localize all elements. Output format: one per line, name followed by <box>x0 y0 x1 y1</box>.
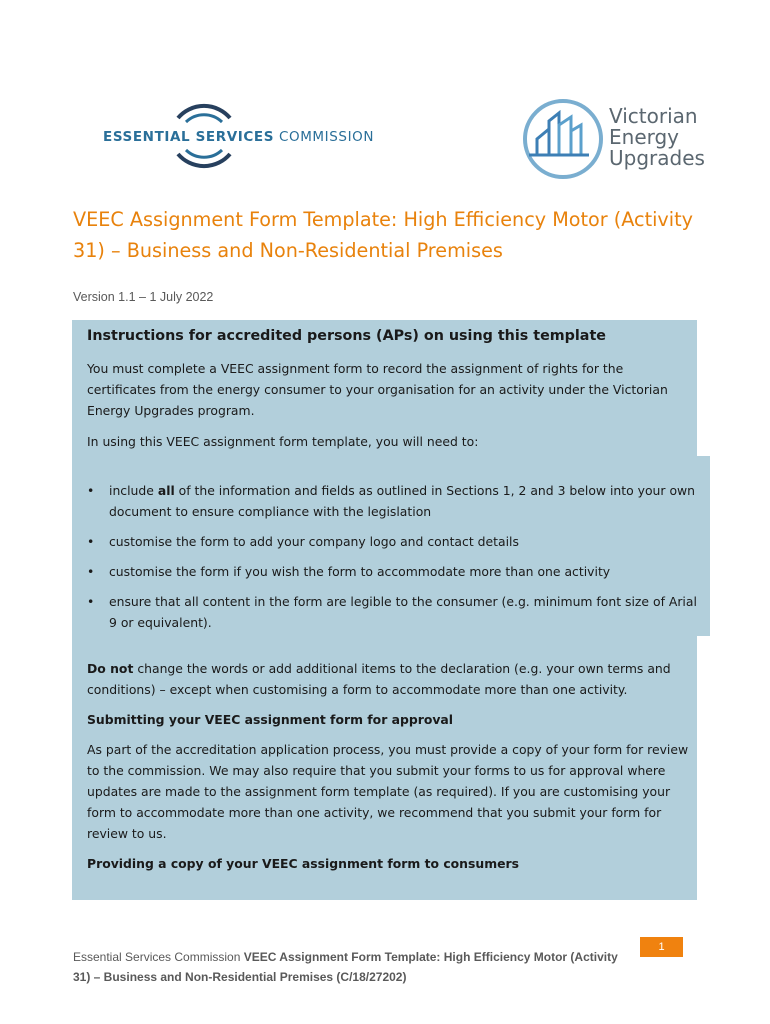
do-not-paragraph: Do not change the words or add additional items to the declaration (e.g. your own terms and conditions) – except when customising a form to accommodate more than one activity. <box>87 661 671 697</box>
page-number: 1 <box>640 937 683 957</box>
version-text: Version 1.1 – 1 July 2022 <box>73 290 214 304</box>
document-title: VEEC Assignment Form Template: High Efficiency Motor (Activity 31) – Business and Non-Residential Premises <box>73 208 693 262</box>
list-item: • customise the form to add your company logo and contact details <box>87 531 697 552</box>
veu-logo-text: Victorian Energy Upgrades <box>609 104 705 170</box>
providing-heading: Providing a copy of your VEEC assignment form to consumers <box>87 856 520 871</box>
instructions-content <box>87 324 697 874</box>
list-item: • customise the form if you wish the form to accommodate more than one activity <box>87 561 697 582</box>
list-item: • include all of the information and fields as outlined in Sections 1, 2 and 3 below into your own document to ensure compliance with the legislation <box>87 480 697 522</box>
instructions-list <box>87 480 697 633</box>
submitting-heading: Submitting your VEEC assignment form for approval <box>87 712 454 727</box>
instructions-para-2: In using this VEEC assignment form template, you will need to: <box>87 434 479 449</box>
instructions-panel-extension <box>697 456 710 636</box>
veu-logo-icon <box>515 95 615 180</box>
instructions-heading: Instructions for accredited persons (APs) on using this template <box>87 328 606 344</box>
instructions-para-1: You must complete a VEEC assignment form to record the assignment of rights for the certificates from the energy consumer to your organisation for an activity under the Victorian Energy Upgrades program. <box>87 361 668 418</box>
page-footer: Essential Services Commission VEEC Assignment Form Template: High Efficiency Motor (Activity 31) – Business and Non-Residential Premises (C/18/27202) <box>73 950 618 984</box>
esc-logo-text: ESSENTIAL SERVICES COMMISSION <box>103 129 375 145</box>
submitting-paragraph: As part of the accreditation application process, you must provide a copy of your form for review to the commission. We may also require that you submit your forms to us for approval where updates are made to the assignment form template (as required). If you are customising your form to accommodate more than one activity, we recommend that you submit your form for review to us. <box>87 742 689 841</box>
list-item: • ensure that all content in the form are legible to the consumer (e.g. minimum font size of Arial 9 or equivalent). <box>87 591 697 633</box>
